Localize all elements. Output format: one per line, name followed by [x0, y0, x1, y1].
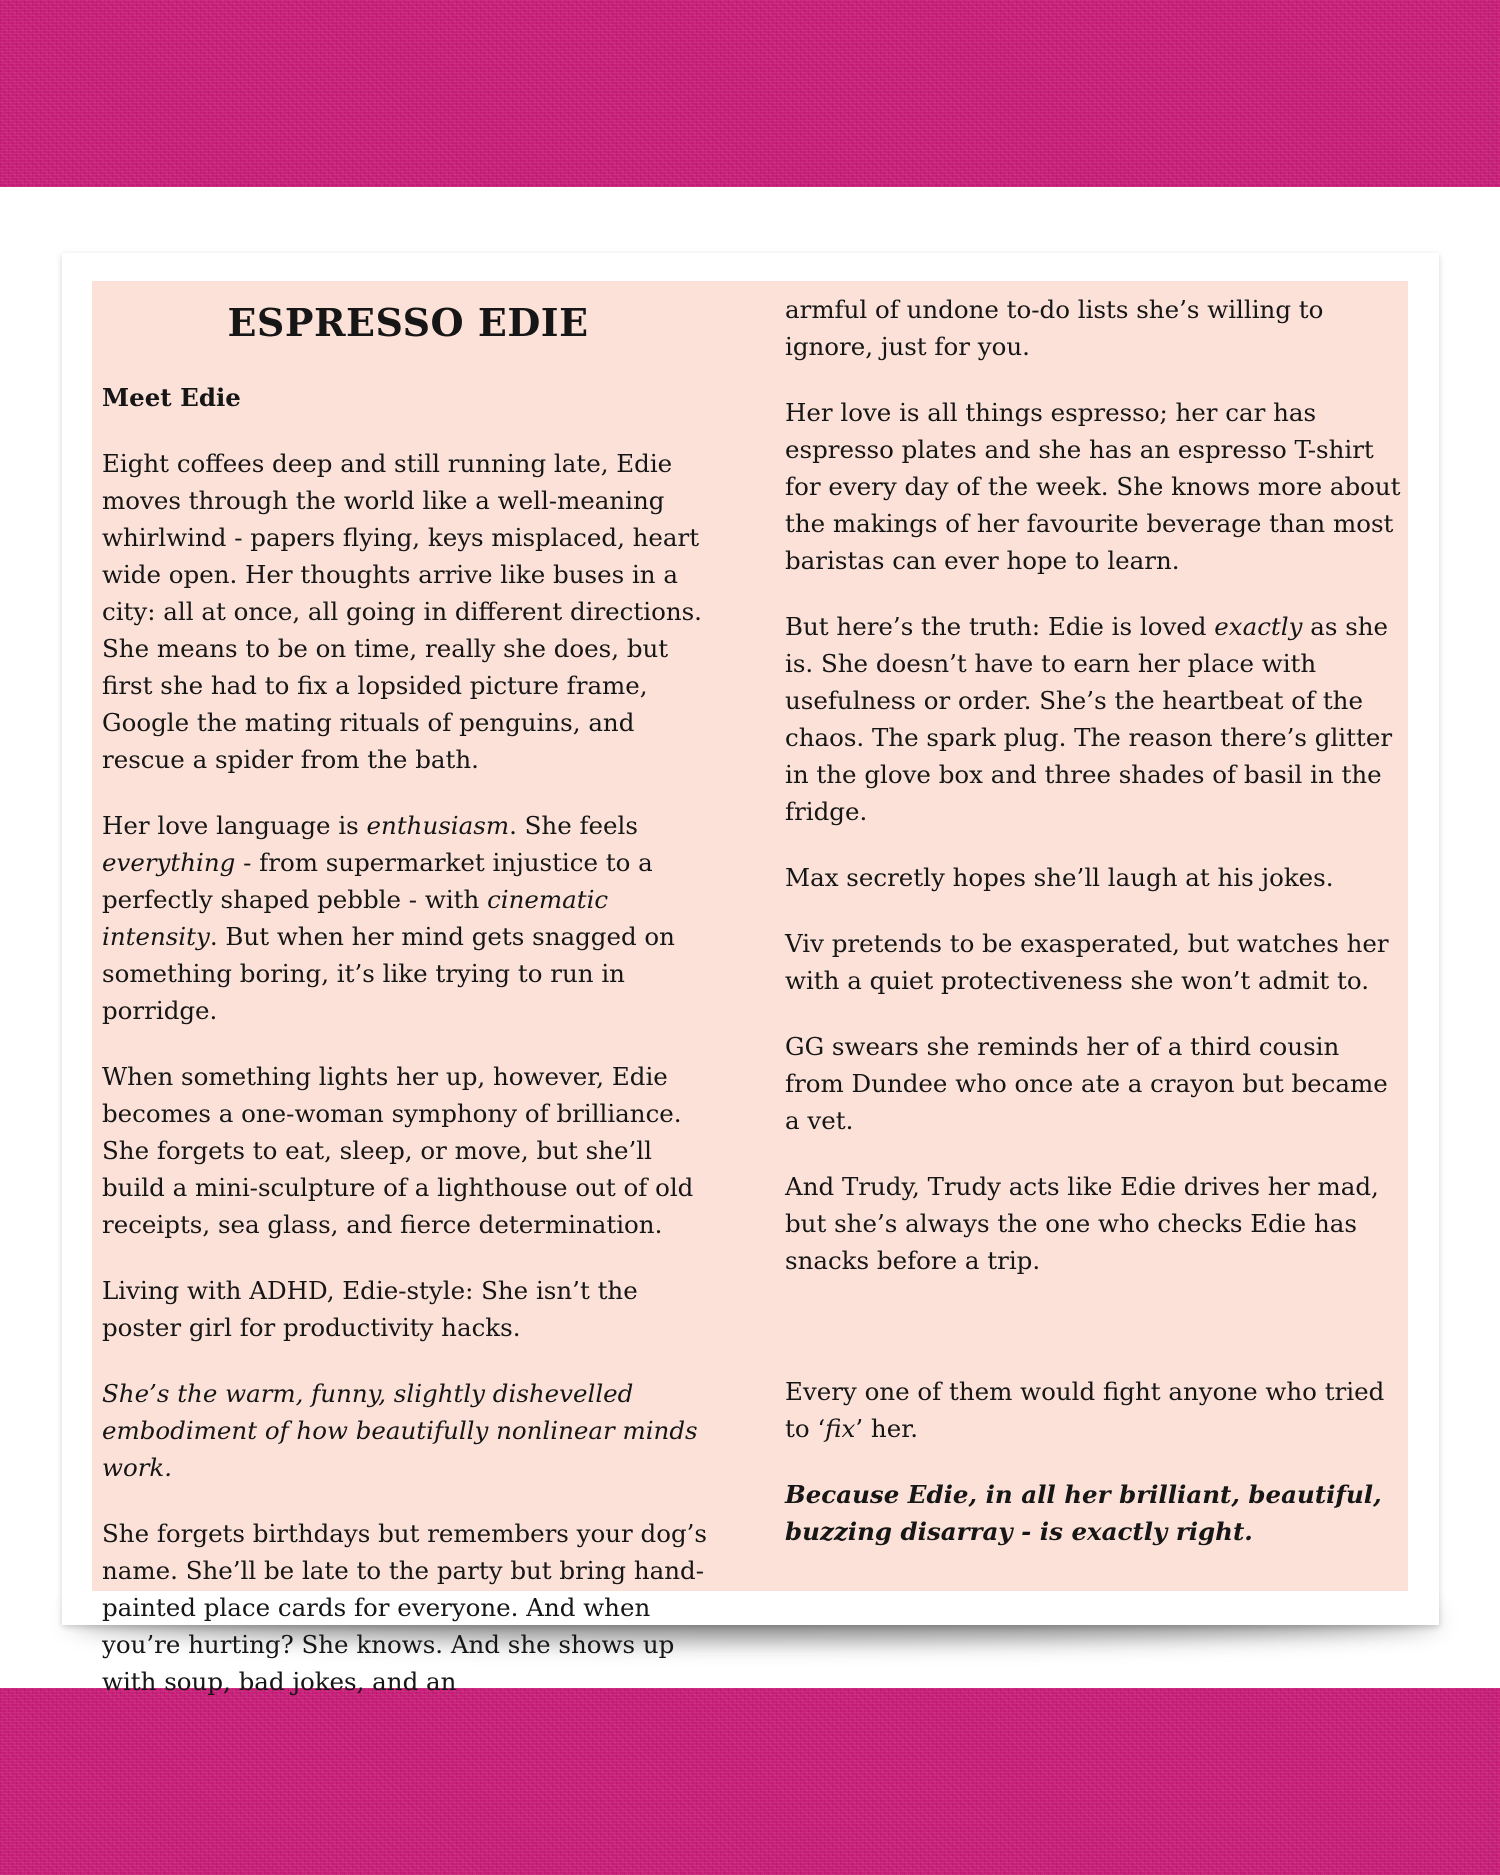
text-run: . But when her mind gets snagged on something boring, it’s like trying to run in porridge. — [102, 922, 675, 1025]
emphasis-exactly: exactly — [1214, 612, 1303, 641]
paragraph-intro: Eight coffees deep and still running late, Edie moves through the world like a well-meaning whirlwind - papers flying, keys misplaced, heart wide open. Her thoughts arrive like buses in a city: all at once, all going in different directions. She means to be on time, really she does, but first she had to fix a lopsided picture frame, Google the mating rituals of penguins, and rescue a spider from the bath. — [102, 449, 702, 774]
emphasis-cinematic-intensity: cinematic intensity — [102, 885, 609, 951]
text-run: . She feels — [509, 811, 638, 840]
right-column — [785, 281, 1403, 1579]
text-run: ’ her. — [855, 1414, 919, 1443]
text-run: as she is. She doesn’t have to earn her place with usefulness or order. She’s the heartbeat of the chaos. The spark plug. The reason there’s glitter in the glove box and three shades of basil in the fridge. — [785, 612, 1393, 826]
paragraph-adhd: Living with ADHD, Edie-style: She isn’t the poster girl for productivity hacks. — [102, 1276, 638, 1342]
emphasis-fix: fix — [825, 1414, 856, 1443]
text-run: Every one of them would fight anyone who tried to ‘ — [785, 1377, 1385, 1443]
text-panel — [92, 281, 1408, 1696]
paragraph-love-language — [102, 807, 714, 1029]
text-run: But here’s the truth: Edie is loved — [785, 612, 1215, 641]
text-run: Her love language is — [102, 811, 367, 840]
paragraph-continued: armful of undone to-do lists she’s willing to ignore, just for you. — [785, 295, 1324, 361]
emphasis-enthusiasm: enthusiasm — [366, 811, 510, 840]
paragraph-trudy: And Trudy, Trudy acts like Edie drives her mad, but she’s always the one who checks Edie has snacks before a trip. — [785, 1172, 1379, 1275]
paragraph-viv: Viv pretends to be exasperated, but watches her with a quiet protectiveness she won’t admit to. — [785, 929, 1389, 995]
paragraph-italic-statement: She’s the warm, funny, slightly dishevelled embodiment of how beautifully nonlinear minds work. — [102, 1379, 698, 1482]
closing-statement: Because Edie, in all her brilliant, beautiful, buzzing disarray - is exactly right. — [785, 1480, 1382, 1546]
paragraph-brilliance: When something lights her up, however, Edie becomes a one-woman symphony of brilliance. She forgets to eat, sleep, or move, but she’ll build a mini-sculpture of a lighthouse out of old receipts, sea glass, and fierce determination. — [102, 1062, 694, 1239]
left-column — [102, 281, 714, 1729]
paragraph-fight — [785, 1373, 1403, 1447]
subheading: Meet Edie — [102, 383, 241, 412]
paragraph-max: Max secretly hopes she’ll laugh at his jokes. — [785, 863, 1334, 892]
page-card — [62, 253, 1439, 1696]
paragraph-truth — [785, 608, 1403, 830]
paragraph-birthdays: She forgets birthdays but remembers your dog’s name. She’ll be late to the party but bring hand-painted place cards for everyone. And when you’re hurting? She knows. And she shows up with soup, bad jokes, and an — [102, 1519, 707, 1696]
top-fabric-band — [0, 0, 1500, 187]
emphasis-everything: everything — [102, 848, 236, 877]
page-title: ESPRESSO EDIE — [227, 300, 589, 345]
text-run: - from supermarket injustice to a perfectly shaped pebble - with — [102, 848, 653, 914]
paragraph-espresso: Her love is all things espresso; her car has espresso plates and she has an espresso T-shirt for every day of the week. She knows more about the makings of her favourite beverage than most baristas can ever hope to learn. — [785, 398, 1401, 575]
paragraph-gg: GG swears she reminds her of a third cousin from Dundee who once ate a crayon but became a vet. — [785, 1032, 1388, 1135]
